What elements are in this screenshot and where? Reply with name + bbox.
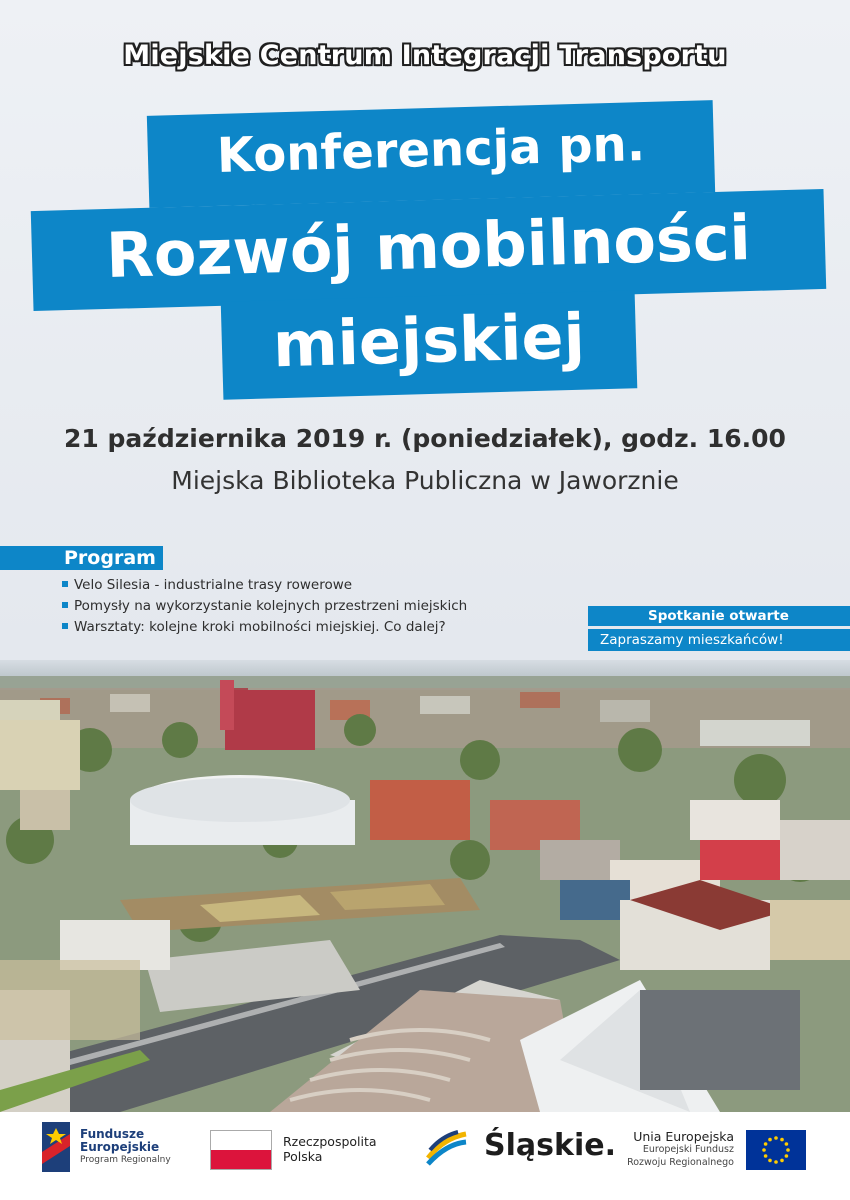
title-band-2 [31, 189, 826, 311]
program-label: Program [0, 546, 163, 570]
open-event-subtitle: Zapraszamy mieszkańców! [588, 629, 850, 651]
ue-line3: Rozwoju Regionalnego [627, 1157, 734, 1168]
open-event-title: Spotkanie otwarte [588, 606, 850, 626]
pl-text [283, 1134, 377, 1164]
eu-flag-icon [746, 1130, 806, 1170]
fe-line3: Program Regionalny [80, 1155, 171, 1165]
event-venue: Miejska Biblioteka Publiczna w Jaworznie [171, 466, 679, 495]
program-item: Velo Silesia - industrialne trasy rowerowe [62, 575, 467, 596]
event-date-time: 21 października 2019 r. (poniedziałek), godz. 16.00 [64, 424, 786, 453]
ue-line2: Europejski Fundusz [642, 1144, 734, 1155]
fundusze-europejskie-logo-icon [42, 1122, 74, 1172]
title-band-1 [147, 100, 715, 208]
slaskie-text: Śląskie. [484, 1128, 616, 1163]
pl-line1: Rzeczpospolita [283, 1134, 377, 1149]
fe-line1: Fundusze [80, 1127, 145, 1141]
title-line-2: Rozwój mobilności [105, 201, 752, 292]
ue-line1: Unia Europejska [633, 1129, 734, 1144]
program-item: Warsztaty: kolejne kroki mobilności miejskiej. Co dalej? [62, 617, 467, 638]
open-event-box [588, 606, 850, 651]
aerial-city-photo [0, 660, 850, 1112]
organizer-title: Miejskie Centrum Integracji Transportu [123, 40, 727, 71]
pl-line2: Polska [283, 1149, 323, 1164]
polish-flag-icon [210, 1130, 272, 1170]
footer-logos [0, 1112, 850, 1200]
program-list [62, 575, 467, 638]
slaskie-logo-icon [424, 1128, 470, 1168]
fe-line2: Europejskie [80, 1140, 160, 1154]
program-item: Pomysły na wykorzystanie kolejnych przestrzeni miejskich [62, 596, 467, 617]
ue-text [600, 1130, 734, 1169]
title-line-3: miejskiej [271, 299, 586, 382]
fe-text [80, 1128, 171, 1167]
title-band-3 [221, 290, 638, 400]
title-line-1: Konferencja pn. [216, 116, 646, 184]
